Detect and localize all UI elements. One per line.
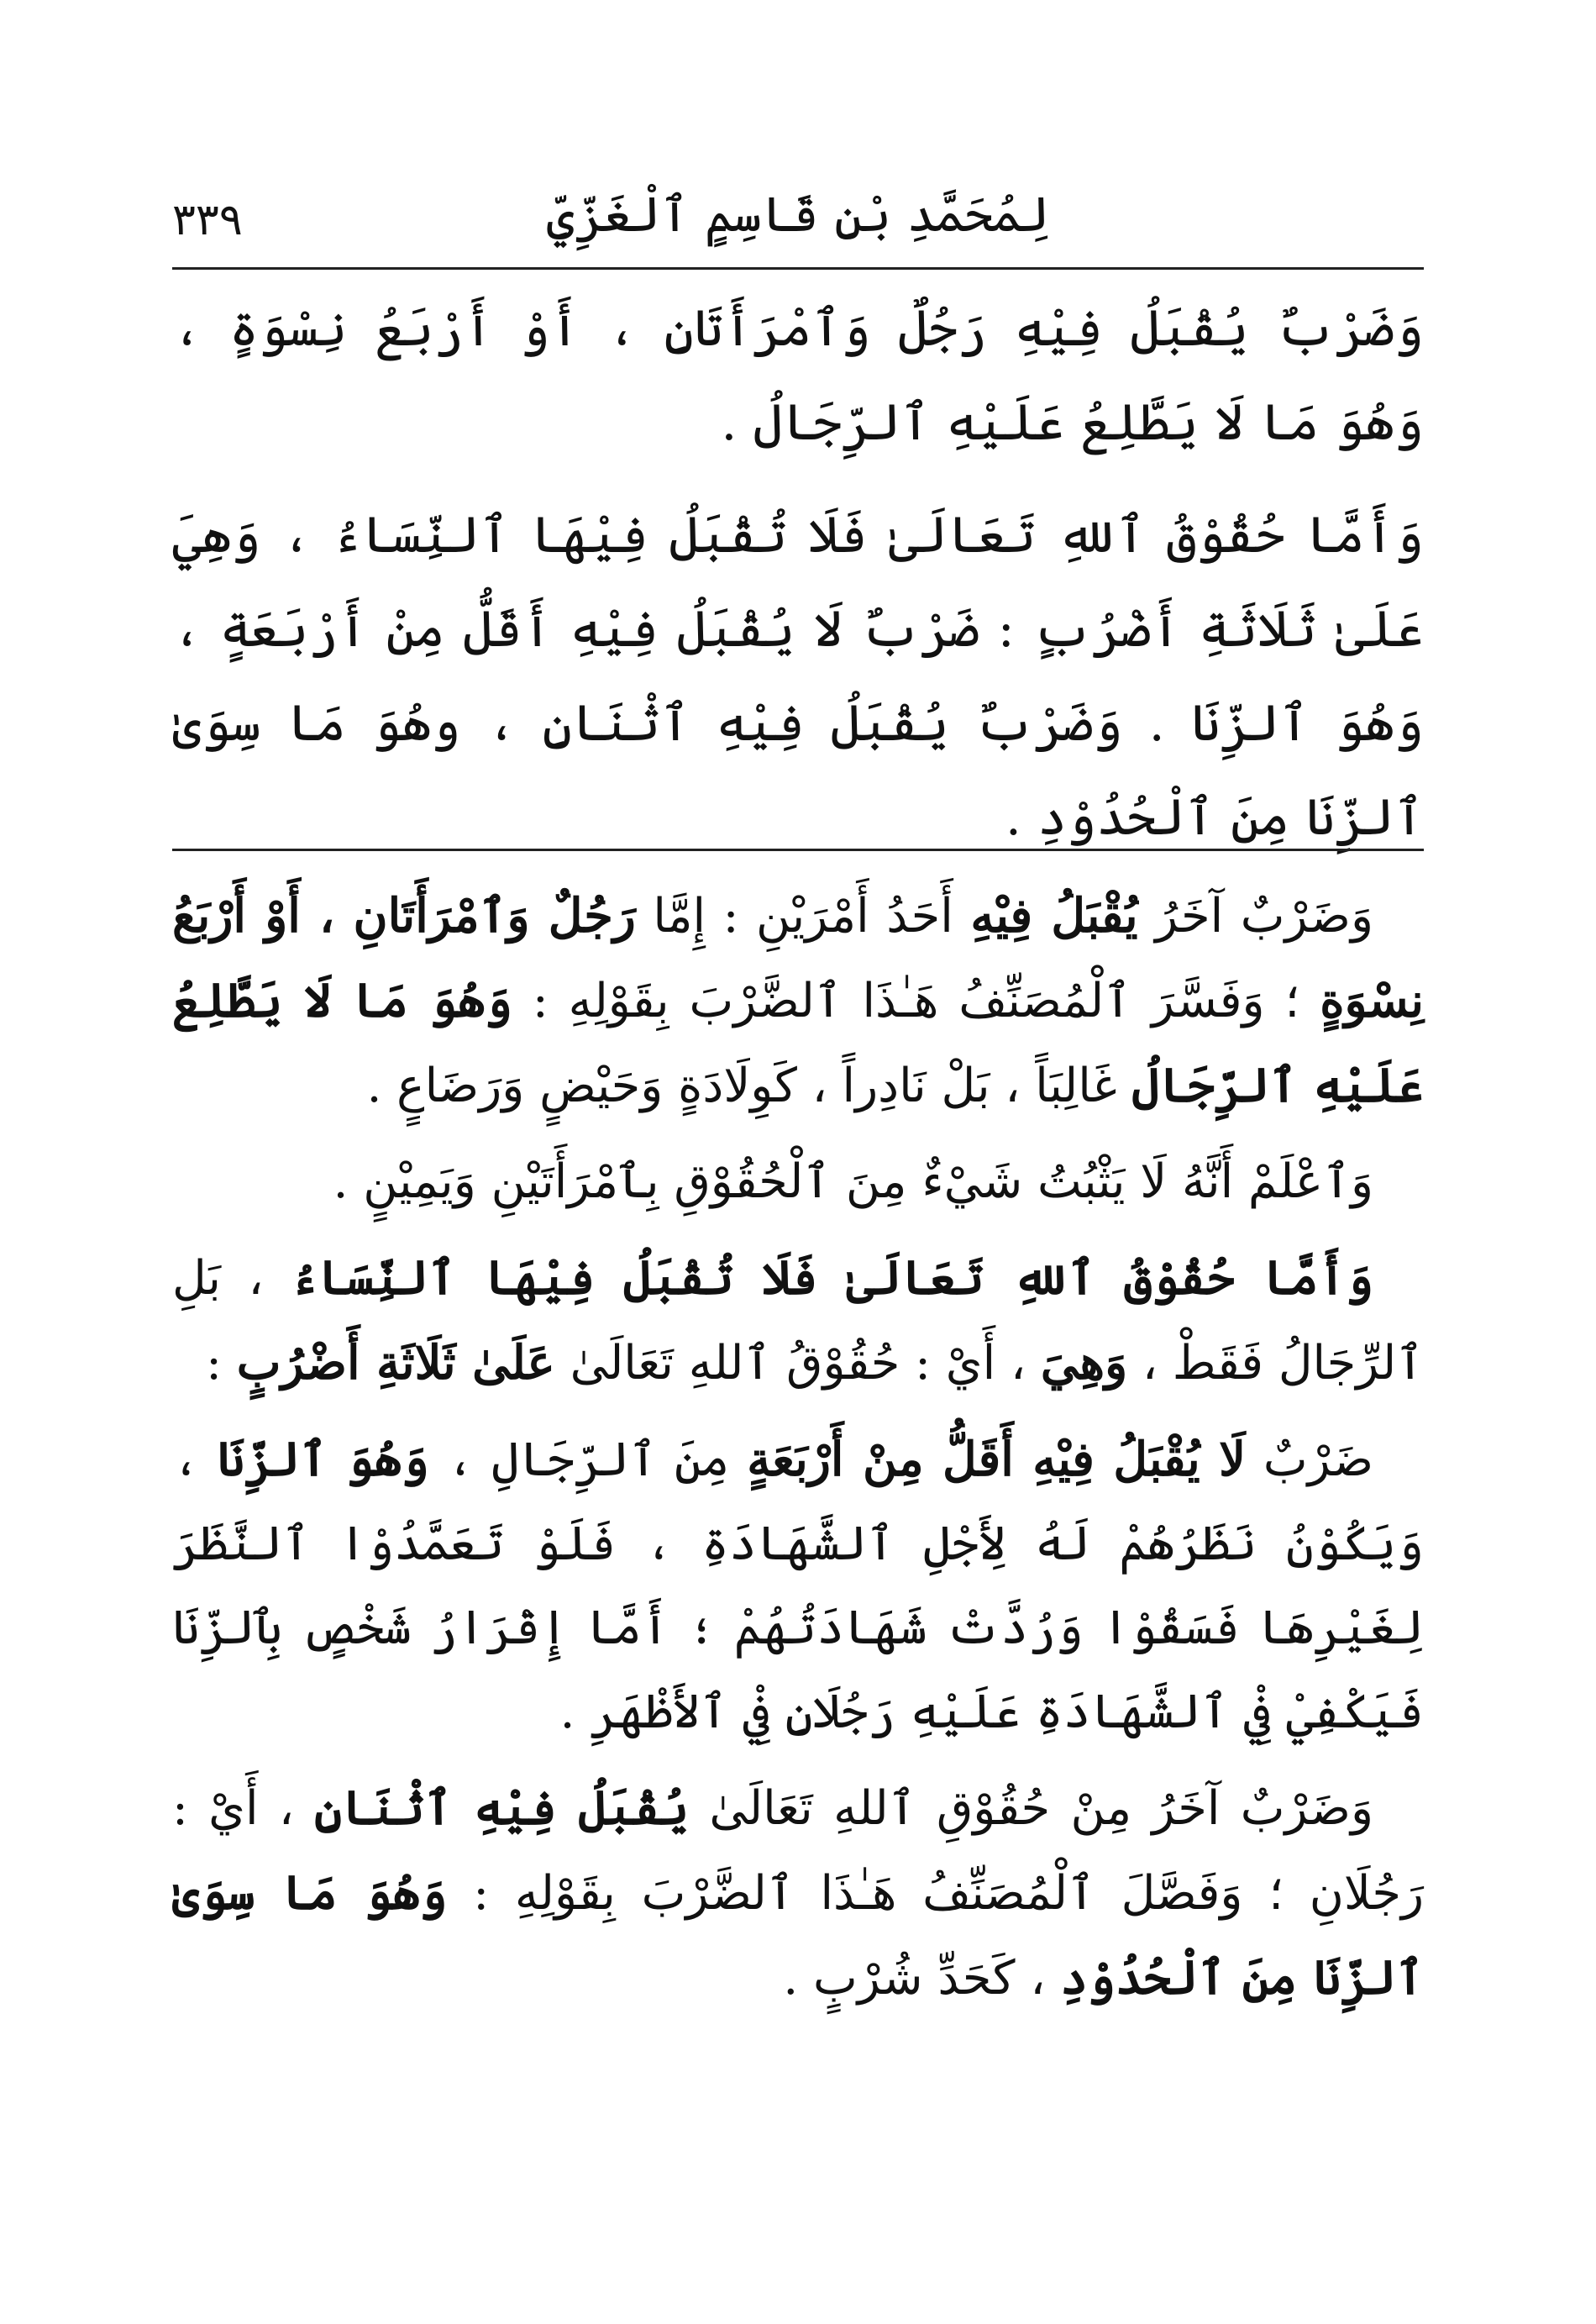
commentary-text-run: ؛ وَفَسَّرَ ٱلْمُصَنِّفُ هَـٰذَا ٱلضَّرْبَ بِقَوْلِهِ : (512, 974, 1320, 1028)
header-rule (172, 267, 1424, 270)
commentary-paragraph: وَٱعْلَمْ أَنَّهُ لَا يَثْبُتُ شَيْءٌ مِنَ ٱلْحُقُوْقِ بِٱمْرَأَتَيْنِ وَيَمِيْنٍ . (333, 1154, 1373, 1209)
quoted-main-text: وَهُوَ ٱلزِّنَا (217, 1432, 429, 1487)
commentary-text-run: ، وَيَكُوْنُ نَظَرُهُمْ لَهُ لِأَجْلِ ٱلشَّهَادَةِ ، فَلَوْ تَعَمَّدُوْا ٱلنَّظَرَ لِغَيْرِهَا فَسَقُوْا وَرُدَّتْ شَهَادَتُهُمْ ؛ أَمَّا إِقْرَارُ شَخْصٍ بِٱلزِّنَا فَيَكْفِيْ فِيْ ٱلشَّهَادَةِ عَلَيْهِ رَجُلَانِ فِيْ ٱلأَظْهَرِ . (172, 1433, 1424, 1739)
running-title: لِمُحَمَّدِ بْنِ قَاسِمٍ ٱلْغَزِّيِّ (546, 186, 1050, 243)
quoted-main-text: يُقْبَلُ فِيْهِ ٱثْنَانِ (314, 1780, 690, 1836)
quoted-main-text: وَهِيَ (1040, 1335, 1128, 1391)
commentary-text-run: أَحَدُ أَمْرَيْنِ : إِمَّا (635, 889, 971, 944)
commentary-paragraph (172, 1766, 1424, 2021)
main-text-paragraph: وَأَمَّا حُقُوْقُ ٱللهِ تَعَالَىٰ فَلَا تُقْبَلُ فِيْهَا ٱلنِّسَاءُ ، وَهِيَ عَلَىٰ ثَلَاثَةِ أَضْرُبٍ : ضَرْبٌ لَا يُقْبَلُ فِيْهِ أَقَلُّ مِنْ أَرْبَعَةٍ ، وَهُوَ ٱلزِّنَا . وَضَرْبٌ يُقْبَلُ فِيْهِ ٱثْنَانِ ، وهُوَ مَا سِوَىٰ ٱلزِّنَا مِنَ ٱلْحُدُوْدِ . (172, 506, 1424, 847)
commentary-text-run: ضَرْبٌ (1246, 1433, 1374, 1487)
commentary-text-run: ، أَيْ : رَجُلَانِ ؛ وَفَصَّلَ ٱلْمُصَنِّفُ هَـٰذَا ٱلضَّرْبَ بِقَوْلِهِ : (172, 1781, 1424, 1921)
commentary-text-run: ، كَحَدِّ شُرْبٍ . (783, 1951, 1061, 2006)
page-header (172, 172, 1424, 256)
commentary-paragraph (172, 874, 1424, 1128)
main-text-paragraph: وَضَرْبٌ يُقْبَلُ فِيْهِ رَجُلٌ وَٱمْرَأَتَانِ ، أَوْ أَرْبَعُ نِسْوَةٍ ، وَهُوَ مَا لَا يَطَّلِعُ عَلَيْهِ ٱلرِّجَالُ . (172, 299, 1424, 452)
quoted-main-text: وَهُوَ مَا لَا يَطَّلِعُ عَلَيْهِ ٱلرِّجَالُ (172, 973, 1424, 1113)
quoted-main-text: وَأَمَّا حُقُوْقُ ٱللهِ تَعَالَىٰ فَلَا تُقْبَلُ فِيْهَا ٱلنِّسَاءُ (290, 1250, 1374, 1306)
commentary-text-run: وَضَرْبٌ آخَرُ (1137, 889, 1373, 944)
commentary-paragraph (172, 1417, 1424, 1754)
commentary-text-run: ، أَيْ : حُقُوْقُ ٱللهِ تَعَالَىٰ (554, 1336, 1041, 1391)
commentary-text-run: غَالِبَاً ، بَلْ نَادِراً ، كَوِلَادَةٍ وَحَيْضٍ وَرَضَاعٍ . (366, 1059, 1132, 1113)
page-number: ٣٣٩ (172, 195, 243, 245)
commentary-text-run: وَضَرْبٌ آخَرُ مِنْ حُقُوْقِ ٱللهِ تَعَالَىٰ (689, 1781, 1373, 1836)
quoted-main-text: وَهُوَ مَا سِوَىٰ ٱلزِّنَا مِنَ ٱلْحُدُوْدِ (172, 1865, 1424, 2006)
quoted-main-text: لَا يُقْبَلُ فِيْهِ أَقَلُّ مِنْ أَرْبَعَةٍ (747, 1432, 1247, 1487)
quoted-main-text: عَلَىٰ ثَلَاثَةِ أَضْرُبٍ (236, 1335, 555, 1391)
commentary-text-run: ، بَلِ ٱلرِّجَالُ فَقَطْ ، (172, 1251, 1424, 1391)
separator-rule (172, 849, 1424, 851)
main-text (172, 281, 1424, 883)
quoted-main-text: يُقْبَلُ فِيْهِ (970, 888, 1138, 944)
commentary-text-run: مِنَ ٱلرِّجَالِ ، (428, 1433, 748, 1487)
commentary-text-run: : (206, 1336, 237, 1391)
commentary-paragraph (172, 1236, 1424, 1406)
quoted-main-text: رَجُلٌ وَٱمْرَأَتَانِ ، أَوْ أَرْبَعُ نِسْوَةٍ (172, 888, 1424, 1028)
commentary-text (172, 874, 1424, 2032)
